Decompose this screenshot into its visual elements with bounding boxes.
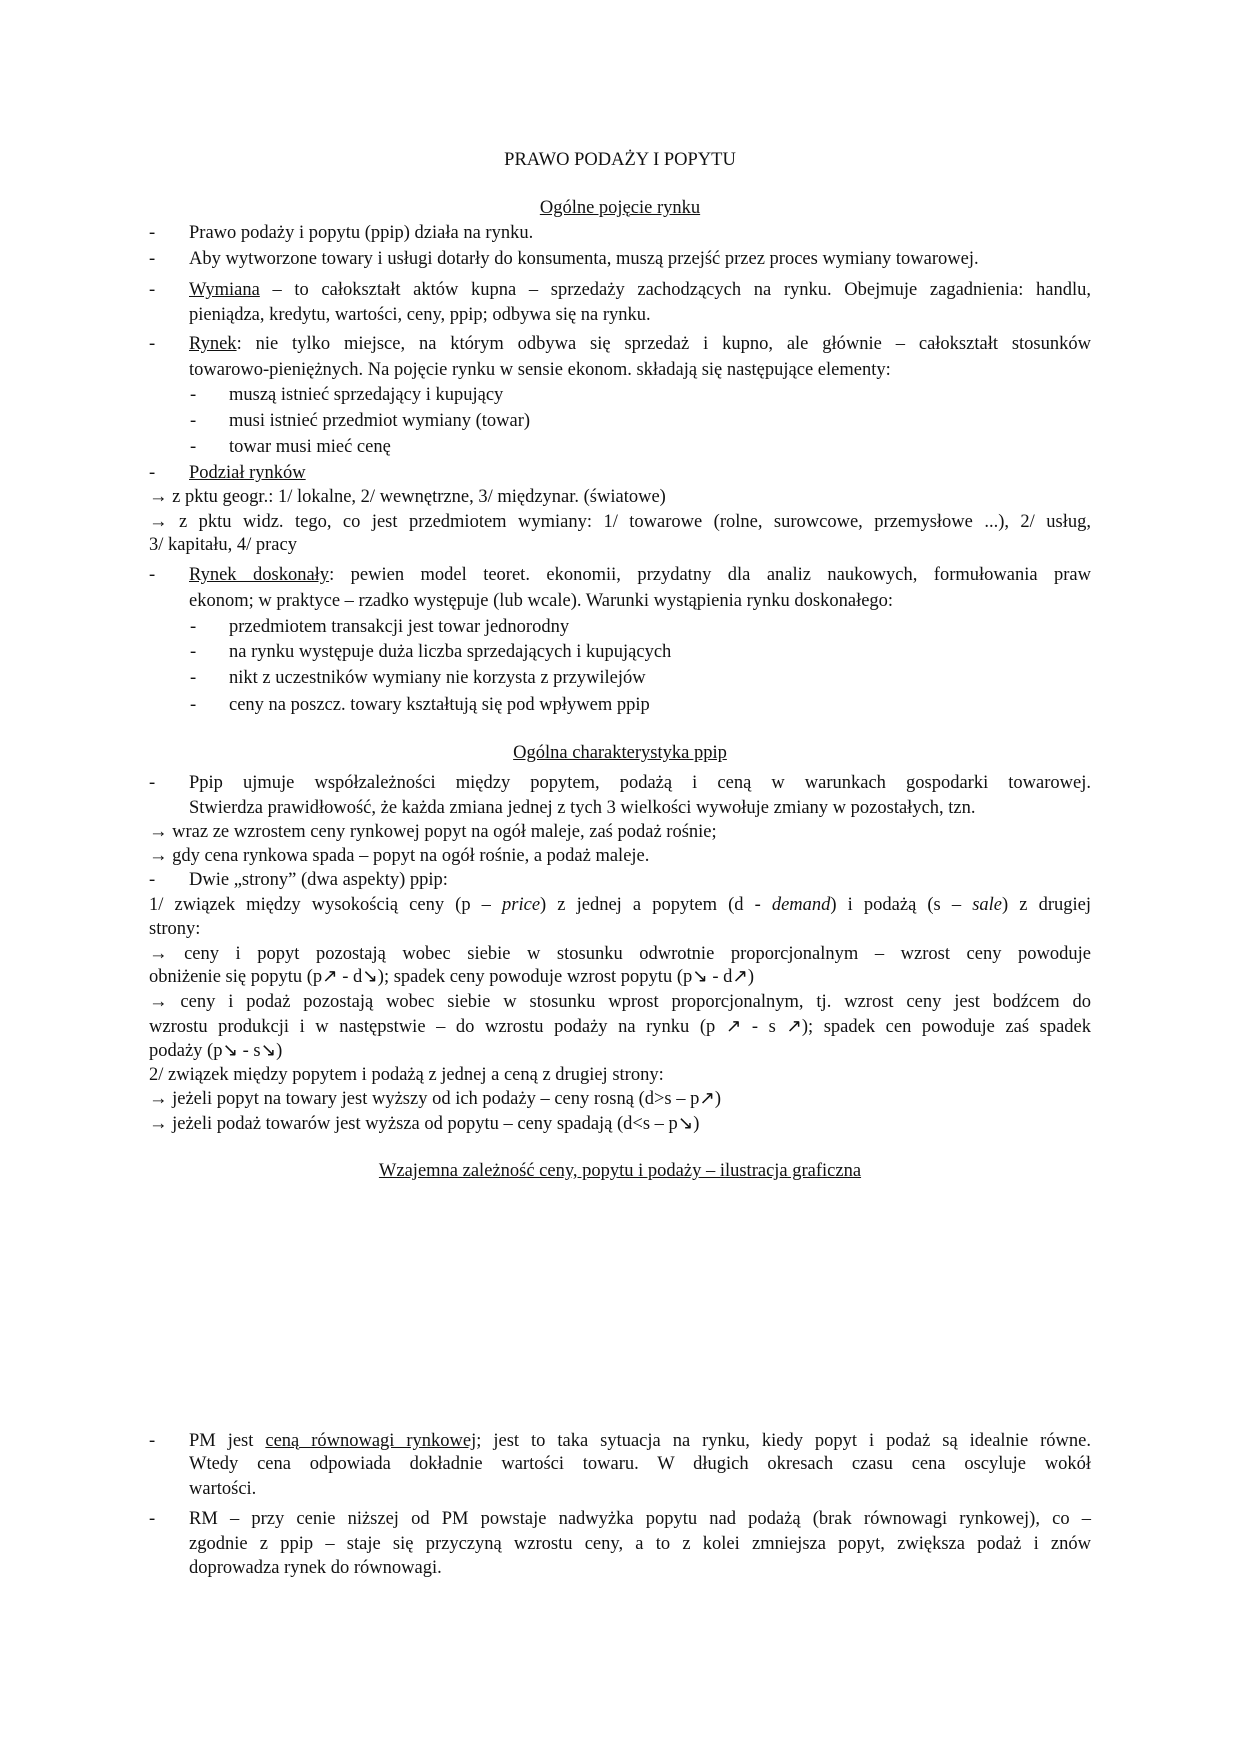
sub-list-item: towar musi mieć cenę — [229, 437, 391, 457]
bullet-dash: - — [149, 870, 156, 890]
text: : pewien model teoret. ekonomii, przydatny dla analiz naukowych, formułowania praw — [329, 565, 1091, 585]
term: sale — [972, 895, 1003, 915]
text: ) z jednej a popytem (d - — [540, 895, 772, 915]
bullet-dash: - — [149, 773, 156, 793]
paragraph-line: → ceny i podaż pozostają wobec siebie w stosunku wprost proporcjonalnym, tj. wzrost ceny jest bodźcem do — [149, 992, 1091, 1012]
sub-list-item: nikt z uczestników wymiany nie korzysta z przywilejów — [229, 668, 646, 688]
section-heading — [0, 741, 1240, 766]
bullet-dash: - — [149, 565, 156, 585]
sub-bullet-dash: - — [190, 617, 197, 637]
paragraph-line: Stwierdza prawidłowość, że każda zmiana jednej z tych 3 wielkości wywołuje zmiany w pozostałych, tzn. — [189, 798, 976, 818]
text: ; jest to taka sytuacja na rynku, kiedy popyt i podaż są idealnie równe. — [476, 1431, 1091, 1451]
term: demand — [771, 895, 831, 915]
heading-text: Wzajemna zależność ceny, popytu i podaży – ilustracja graficzna — [378, 1161, 862, 1181]
sub-list-item: przedmiotem transakcji jest towar jednorodny — [229, 617, 570, 637]
paragraph-line — [189, 563, 1091, 588]
sub-bullet-dash: - — [190, 411, 197, 431]
paragraph-line: → z pktu widz. tego, co jest przedmiotem wymiany: 1/ towarowe (rolne, surowcowe, przemysłowe ...), 2/ usług, — [149, 512, 1091, 532]
paragraph-line: ekonom; w praktyce – rzadko występuje (lub wcale). Warunki wystąpienia rynku doskonałego: — [189, 591, 894, 611]
paragraph-line: → ceny i popyt pozostają wobec siebie w stosunku odwrotnie proporcjonalnym – wzrost ceny powoduje — [149, 944, 1091, 964]
paragraph-line: Aby wytworzone towary i usługi dotarły do konsumenta, muszą przejść przez proces wymiany towarowej. — [189, 249, 979, 269]
paragraph-line: Ppip ujmuje współzależności między popytem, podażą i ceną w warunkach gospodarki towarowej. — [189, 773, 1091, 793]
sub-list-item: musi istnieć przedmiot wymiany (towar) — [229, 411, 531, 431]
sub-bullet-dash: - — [190, 437, 197, 457]
paragraph-line: doprowadza rynek do równowagi. — [189, 1558, 442, 1578]
paragraph-line: → gdy cena rynkowa spada – popyt na ogół rośnie, a podaż maleje. — [149, 846, 650, 866]
paragraph-line — [189, 461, 1091, 486]
bullet-dash: - — [149, 1431, 156, 1451]
term: Podział rynków — [189, 463, 306, 483]
paragraph-line — [149, 893, 1091, 918]
bullet-dash: - — [149, 1509, 156, 1529]
paragraph-line: obniżenie się popytu (p↗ - d↘); spadek ceny powoduje wzrost popytu (p↘ - d↗) — [149, 967, 755, 987]
paragraph-line: podaży (p↘ - s↘) — [149, 1041, 283, 1061]
paragraph-line: strony: — [149, 919, 201, 939]
term: Wymiana — [189, 280, 260, 300]
paragraph-line — [189, 1429, 1091, 1454]
term: Rynek — [189, 334, 237, 354]
paragraph-line: RM – przy cenie niższej od PM powstaje nadwyżka popytu nad podażą (brak równowagi rynkowej), co – — [189, 1509, 1091, 1529]
paragraph-line: 3/ kapitału, 4/ pracy — [149, 535, 297, 555]
paragraph-line: wzrostu produkcji i w następstwie – do wzrostu podaży na rynku (p ↗ - s ↗); spadek cen powoduje zaś spadek — [149, 1017, 1091, 1037]
bullet-dash: - — [149, 223, 156, 243]
term: Rynek doskonały — [189, 565, 330, 585]
paragraph-line: → wraz ze wzrostem ceny rynkowej popyt na ogół maleje, zaś podaż rośnie; — [149, 822, 717, 842]
paragraph-line: → z pktu geogr.: 1/ lokalne, 2/ wewnętrzne, 3/ międzynar. (światowe) — [149, 487, 666, 507]
paragraph-line: Dwie „strony” (dwa aspekty) ppip: — [189, 870, 448, 890]
text: : nie tylko miejsce, na którym odbywa się sprzedaż i kupno, ale głównie – całokształt stosunków — [236, 334, 1091, 354]
paragraph-line — [189, 332, 1091, 357]
sub-list-item: ceny na poszcz. towary kształtują się pod wpływem ppip — [229, 695, 650, 715]
paragraph-line: → jeżeli podaż towarów jest wyższa od popytu – ceny spadają (d<s – p↘) — [149, 1114, 700, 1134]
text: 1/ związek między wysokością ceny (p – — [149, 895, 503, 915]
bullet-dash: - — [149, 463, 156, 483]
paragraph-line: → jeżeli popyt na towary jest wyższy od ich podaży – ceny rosną (d>s – p↗) — [149, 1089, 722, 1109]
term: price — [502, 895, 541, 915]
text: ) z drugiej — [1002, 895, 1092, 915]
sub-bullet-dash: - — [190, 642, 197, 662]
sub-list-item: na rynku występuje duża liczba sprzedających i kupujących — [229, 642, 672, 662]
term: ceną równowagi rynkowej — [265, 1431, 477, 1451]
sub-bullet-dash: - — [190, 695, 197, 715]
paragraph-line: zgodnie z ppip – staje się przyczyną wzrostu ceny, a to z kolei zmniejsza popyt, zwiększa podaż i znów — [189, 1534, 1091, 1554]
paragraph-line: Wtedy cena odpowiada dokładnie wartości towaru. W długich okresach czasu cena oscyluje wokół — [189, 1454, 1091, 1474]
paragraph-line: pieniądza, kredytu, wartości, ceny, ppip; odbywa się na rynku. — [189, 305, 651, 325]
paragraph-line: Prawo podaży i popytu (ppip) działa na rynku. — [189, 223, 534, 243]
text: PM jest — [189, 1431, 266, 1451]
sub-bullet-dash: - — [190, 668, 197, 688]
bullet-dash: - — [149, 280, 156, 300]
paragraph-line: towarowo-pieniężnych. Na pojęcie rynku w sensie ekonom. składają się następujące elementy: — [189, 360, 891, 380]
document-title: PRAWO PODAŻY I POPYTU — [504, 150, 736, 170]
section-heading — [0, 1159, 1240, 1184]
heading-text: Ogólna charakterystyka ppip — [513, 743, 727, 763]
paragraph-line: wartości. — [189, 1479, 257, 1499]
bullet-dash: - — [149, 334, 156, 354]
text: – to całokształt aktów kupna – sprzedaży zachodzących na rynku. Obejmuje zagadnienia: handlu, — [259, 280, 1091, 300]
text: ) i podażą (s – — [830, 895, 973, 915]
heading-text: Ogólne pojęcie rynku — [539, 198, 701, 218]
paragraph-line: 2/ związek między popytem i podażą z jednej a ceną z drugiej strony: — [149, 1065, 664, 1085]
section-heading — [0, 196, 1240, 221]
paragraph-line — [189, 278, 1091, 303]
bullet-dash: - — [149, 249, 156, 269]
sub-list-item: muszą istnieć sprzedający i kupujący — [229, 385, 504, 405]
sub-bullet-dash: - — [190, 385, 197, 405]
